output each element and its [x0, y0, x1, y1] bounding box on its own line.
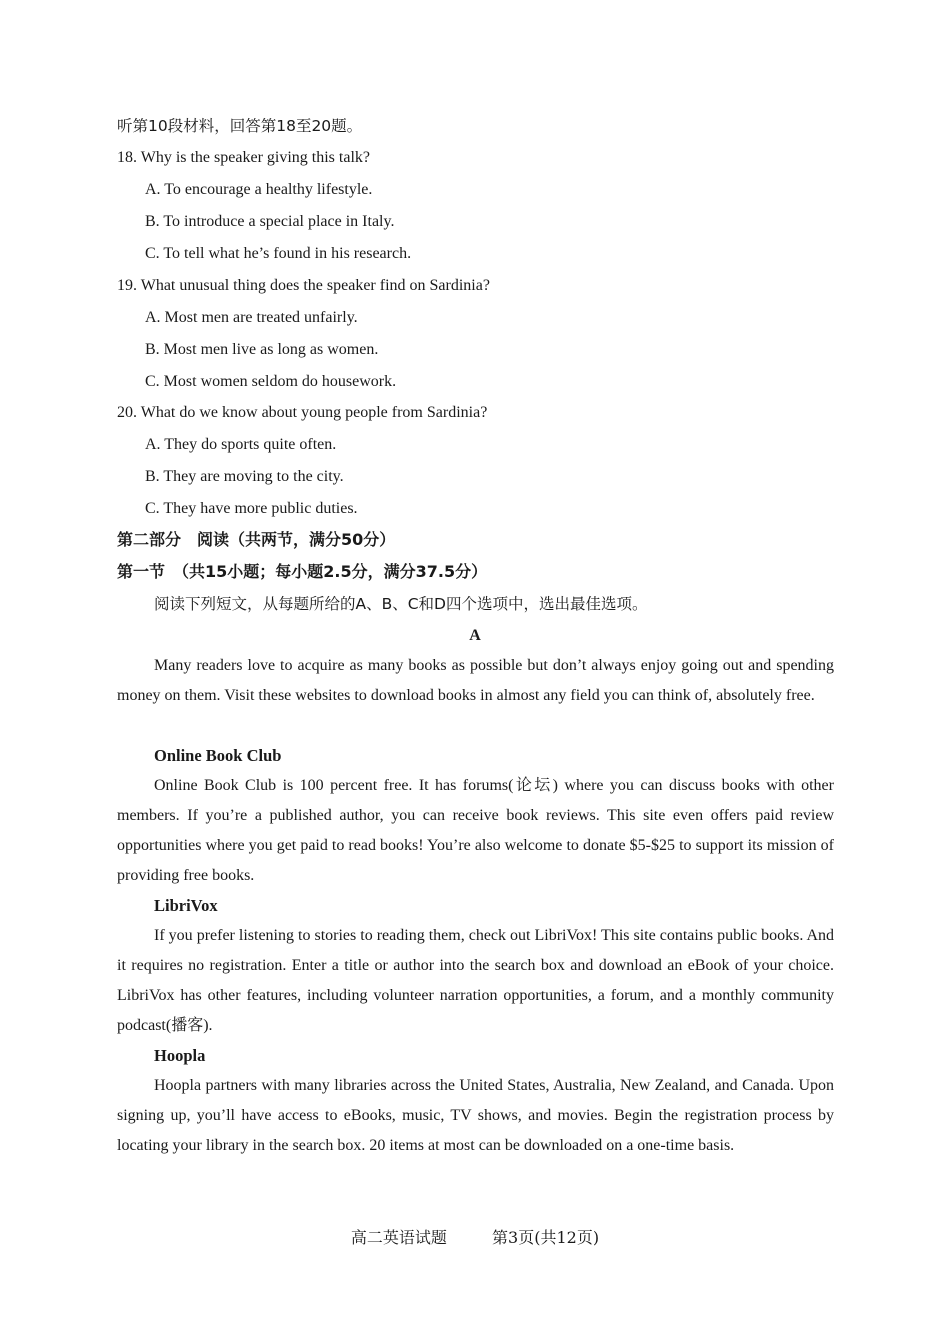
- site-heading-hoopla: Hoopla: [154, 1046, 206, 1065]
- site-text-online-book-club: Online Book Club is 100 percent free. It has forums(论坛) where you can discuss books with other members. If you’re a published author, you can receive book reviews. This site even offers paid review opportunities where you get paid to read books! You’re also welcome to donate $5-$25 to support its mission of providing free books.: [117, 777, 834, 884]
- site-heading-librivox: LibriVox: [154, 896, 218, 915]
- passage-letter: A: [469, 627, 481, 644]
- reading-instruction: 阅读下列短文，从每题所给的A、B、C和D四个选项中，选出最佳选项。: [154, 595, 648, 613]
- listening-instruction: 听第10段材料，回答第18至20题。: [117, 117, 363, 135]
- page-footer: [0, 1228, 950, 1248]
- footer-page-info: 第3页(共12页): [492, 1228, 600, 1247]
- question-20-option-b: B. They are moving to the city.: [145, 468, 344, 485]
- question-19-option-b: B. Most men live as long as women.: [145, 341, 379, 358]
- reading-part-title: 第二部分 阅读（共两节，满分50分）: [117, 530, 396, 549]
- reading-section-title: 第一节 （共15小题；每小题2.5分，满分37.5分）: [117, 562, 488, 581]
- question-18-stem: 18. Why is the speaker giving this talk?: [117, 149, 370, 166]
- site-heading-online-book-club: Online Book Club: [154, 746, 282, 765]
- passage-intro: Many readers love to acquire as many books as possible but don’t always enjoy going out and spending money on them. Visit these websites to download books in almost any field you can think of, absolutely free.: [117, 657, 834, 704]
- question-18-option-c: C. To tell what he’s found in his research.: [145, 245, 412, 262]
- question-18-option-a: A. To encourage a healthy lifestyle.: [145, 181, 373, 198]
- footer-subject: 高二英语试题: [350, 1228, 447, 1247]
- site-text-librivox: If you prefer listening to stories to reading them, check out LibriVox! This site contains public books. And it requires no registration. Enter a title or author into the search box and download an eBook of your choice. LibriVox has other features, including volunteer narration opportunities, a forum, and a monthly community podcast(播客).: [117, 927, 834, 1034]
- site-text-hoopla: Hoopla partners with many libraries across the United States, Australia, New Zealand, and Canada. Upon signing up, you’ll have access to eBooks, music, TV shows, and movies. Begin the registration process by locating your library in the search box. 20 items at most can be downloaded on a one-time basis.: [117, 1077, 834, 1154]
- question-20-option-c: C. They have more public duties.: [145, 500, 358, 517]
- question-19-option-c: C. Most women seldom do housework.: [145, 373, 397, 390]
- question-19-option-a: A. Most men are treated unfairly.: [145, 309, 358, 326]
- question-20-option-a: A. They do sports quite often.: [145, 436, 337, 453]
- question-20-stem: 20. What do we know about young people from Sardinia?: [117, 404, 488, 421]
- question-19-stem: 19. What unusual thing does the speaker find on Sardinia?: [117, 277, 490, 294]
- question-18-option-b: B. To introduce a special place in Italy.: [145, 213, 395, 230]
